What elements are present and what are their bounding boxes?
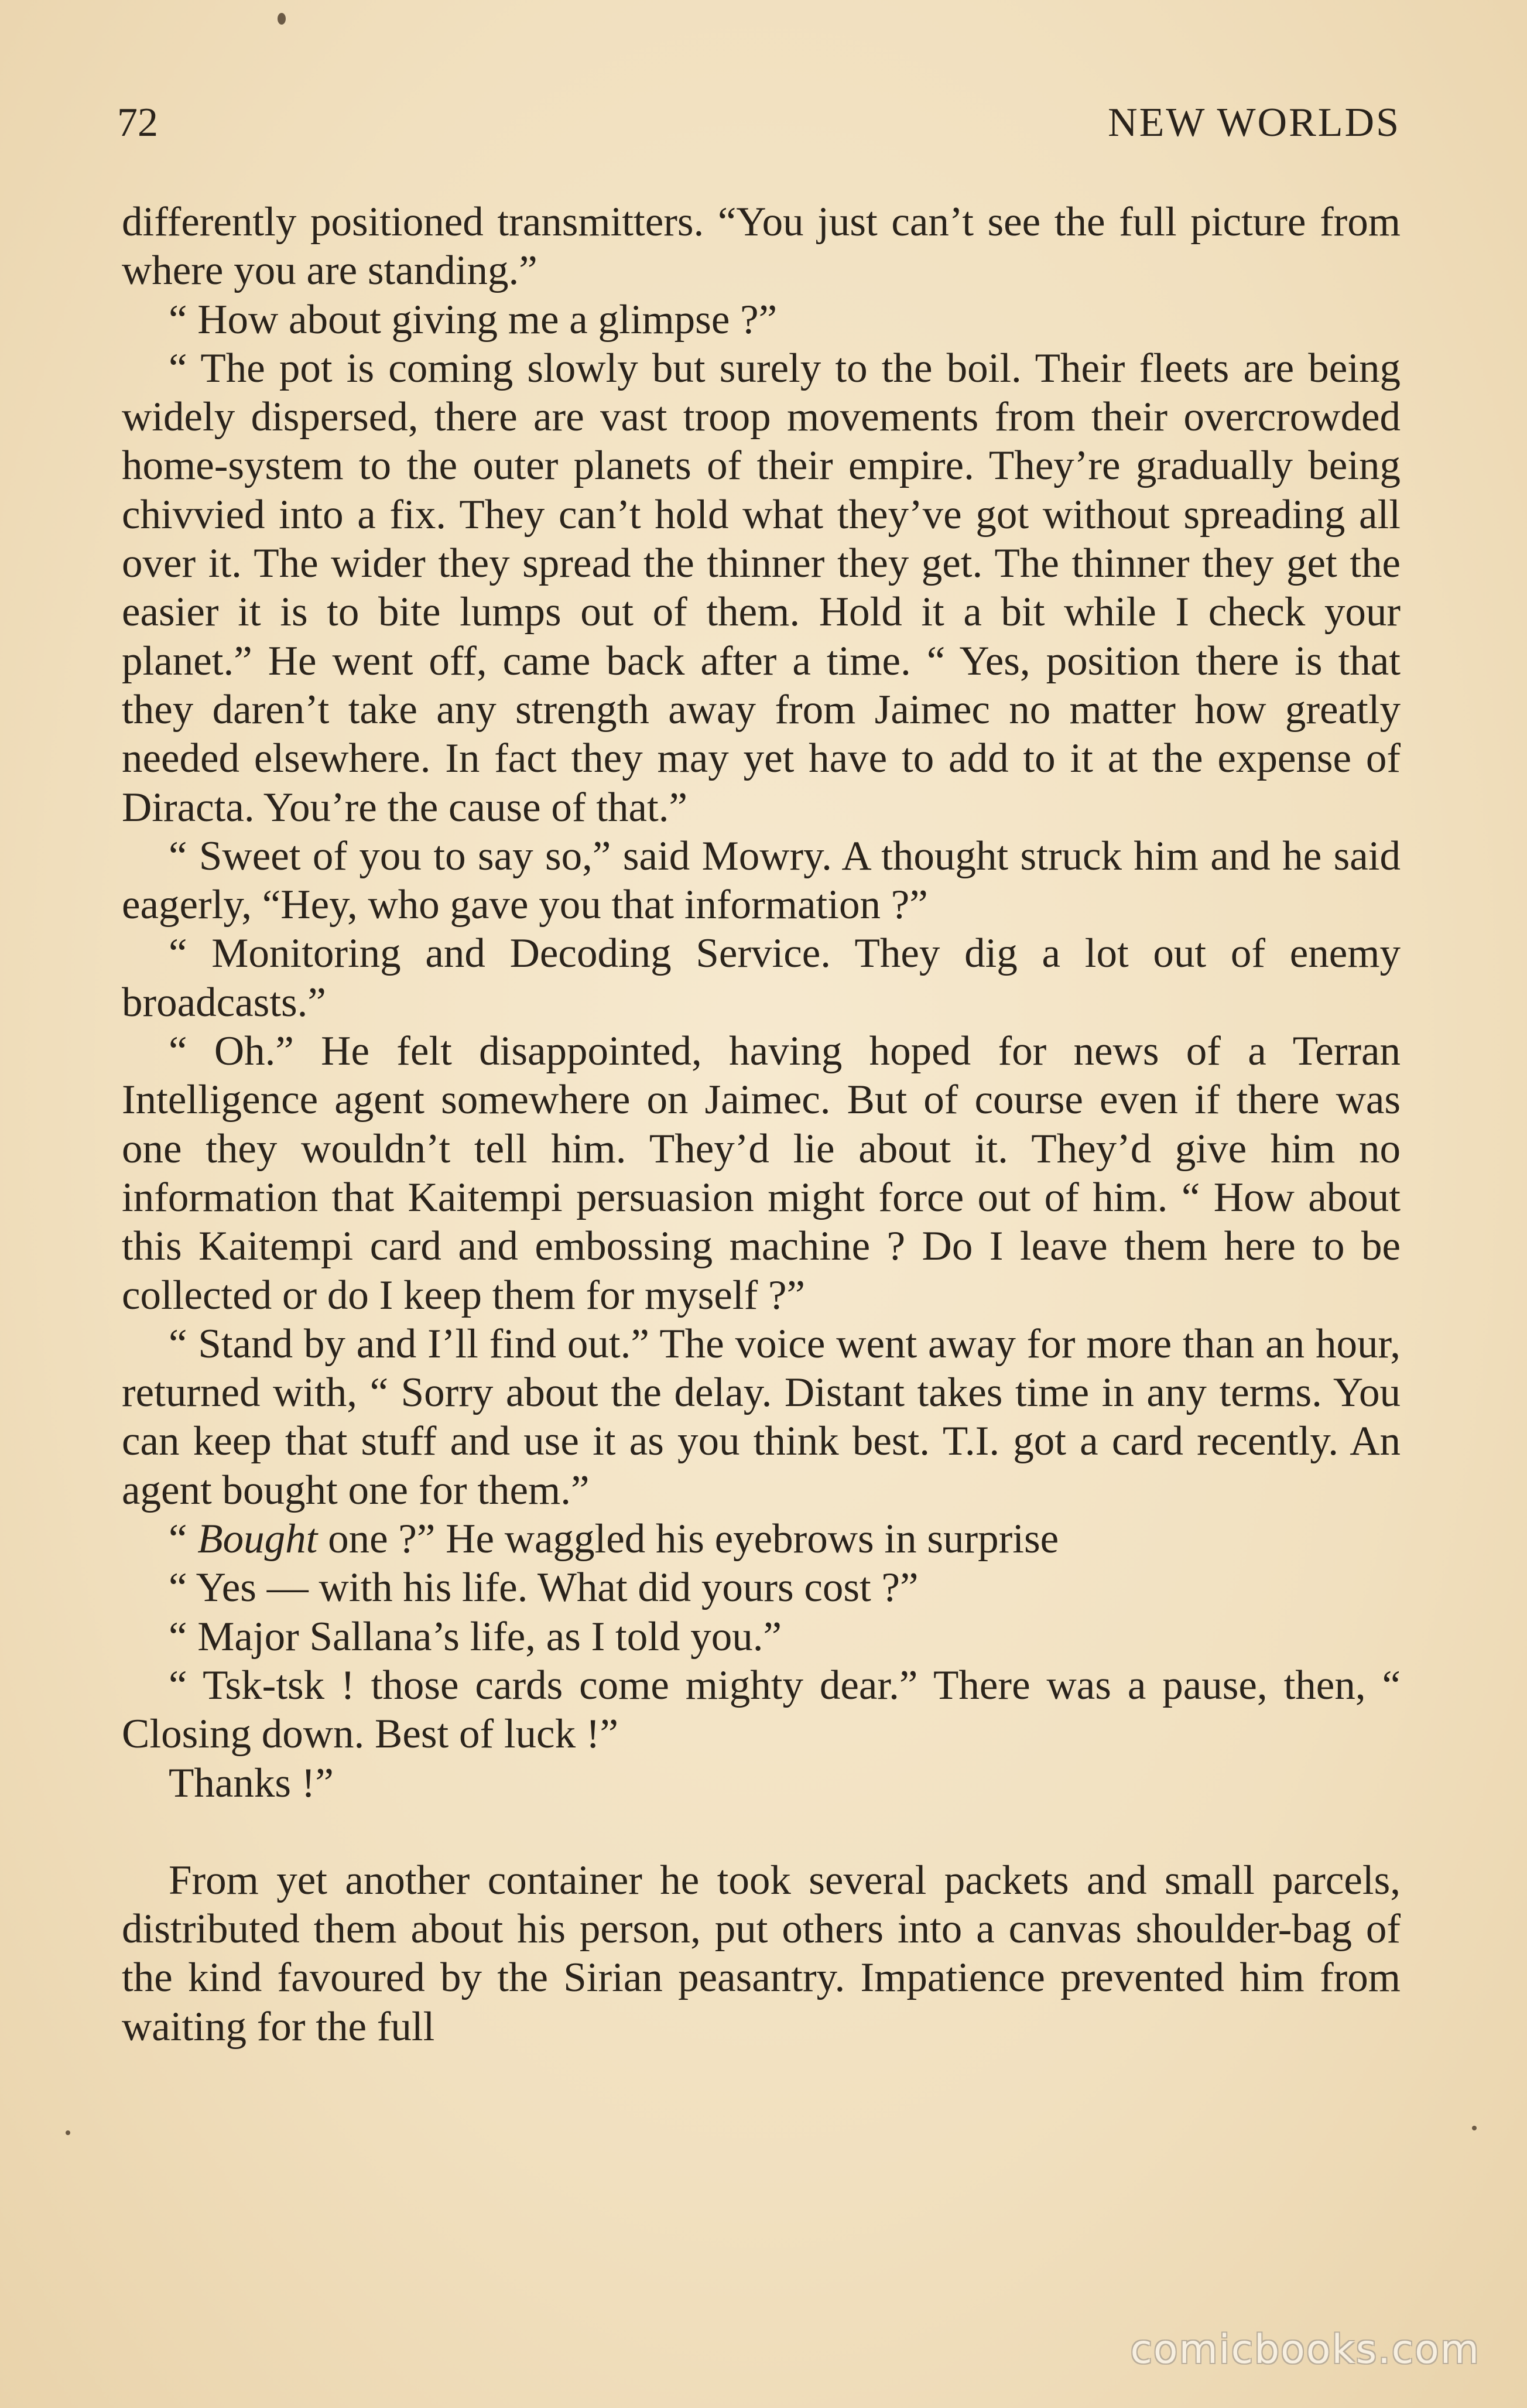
paper-speck [278,13,286,25]
paragraph: “ Stand by and I’ll find out.” The voice went away for more than an hour, returned with, “ Sorry about the delay. Distant takes time in any terms. You can keep that stuff and use it as you think best. T.I. got a card recently. An agent bought one for them.” [122,1321,1401,1513]
paragraph: Thanks !” [169,1760,334,1806]
paragraph: “ Monitoring and Decoding Service. They dig a lot out of enemy broadcasts.” [122,931,1401,1025]
emphasis: Bought [197,1516,318,1562]
watermark: comicbooks.com [1130,2327,1480,2373]
page-header [117,102,1401,143]
paragraph: “ Yes — with his life. What did yours cost ?” [169,1565,919,1611]
paragraph: “ How about giving me a glimpse ?” [169,296,778,343]
paragraph: “ Sweet of you to say so,” said Mowry. A thought struck him and he said eagerly, “Hey, who gave you that information ?” [122,833,1401,928]
running-head: NEW WORLDS [1108,100,1401,145]
page-number: 72 [117,100,158,145]
paper-speck [1472,2126,1477,2130]
quote-open: “ [169,1516,198,1562]
quote-rest: one ?” He waggled his eyebrows in surprise [317,1516,1059,1562]
paragraph-bought [122,1515,1401,1564]
paper-speck [66,2130,70,2135]
section-paragraph: From yet another container he took several packets and small parcels, distributed them about his person, put others into a canvas shoulder-bag of the kind favoured by the Sirian peasantry. Impatience prevented him from waiting for the full [122,1857,1401,2050]
paragraph: differently positioned transmitters. “You just can’t see the full picture from where you are standing.” [122,199,1401,294]
paragraph: “ Tsk-tsk ! those cards come mighty dear.” There was a pause, then, “ Closing down. Best of luck !” [122,1662,1401,1757]
paragraph: “ Major Sallana’s life, as I told you.” [169,1613,782,1660]
paragraph: “ Oh.” He felt disappointed, having hoped for news of a Terran Intelligence agent somewhere on Jaimec. But of course even if there was one they wouldn’t tell him. They’d lie about it. They’d give him no information that Kaitempi persuasion might force out of him. “ How about this Kaitempi card and embossing machine ? Do I leave them here to be collected or do I keep them for myself ?” [122,1028,1401,1318]
paragraph: “ The pot is coming slowly but surely to the boil. Their fleets are being widely dispersed, there are vast troop movements from their overcrowded home-system to the outer planets of their empire. They’re gradually being chivvied into a fix. They can’t hold what they’ve got without spreading all over it. The wider they spread the thinner they get. The thinner they get the easier it is to bite lumps out of them. Hold it a bit while I check your planet.” He went off, came back after a time. “ Yes, position there is that they daren’t take any strength away from Jaimec no matter how greatly needed elsewhere. In fact they may yet have to add to it at the expense of Diracta. You’re the cause of that.” [122,345,1401,830]
body-text [122,198,1401,2051]
